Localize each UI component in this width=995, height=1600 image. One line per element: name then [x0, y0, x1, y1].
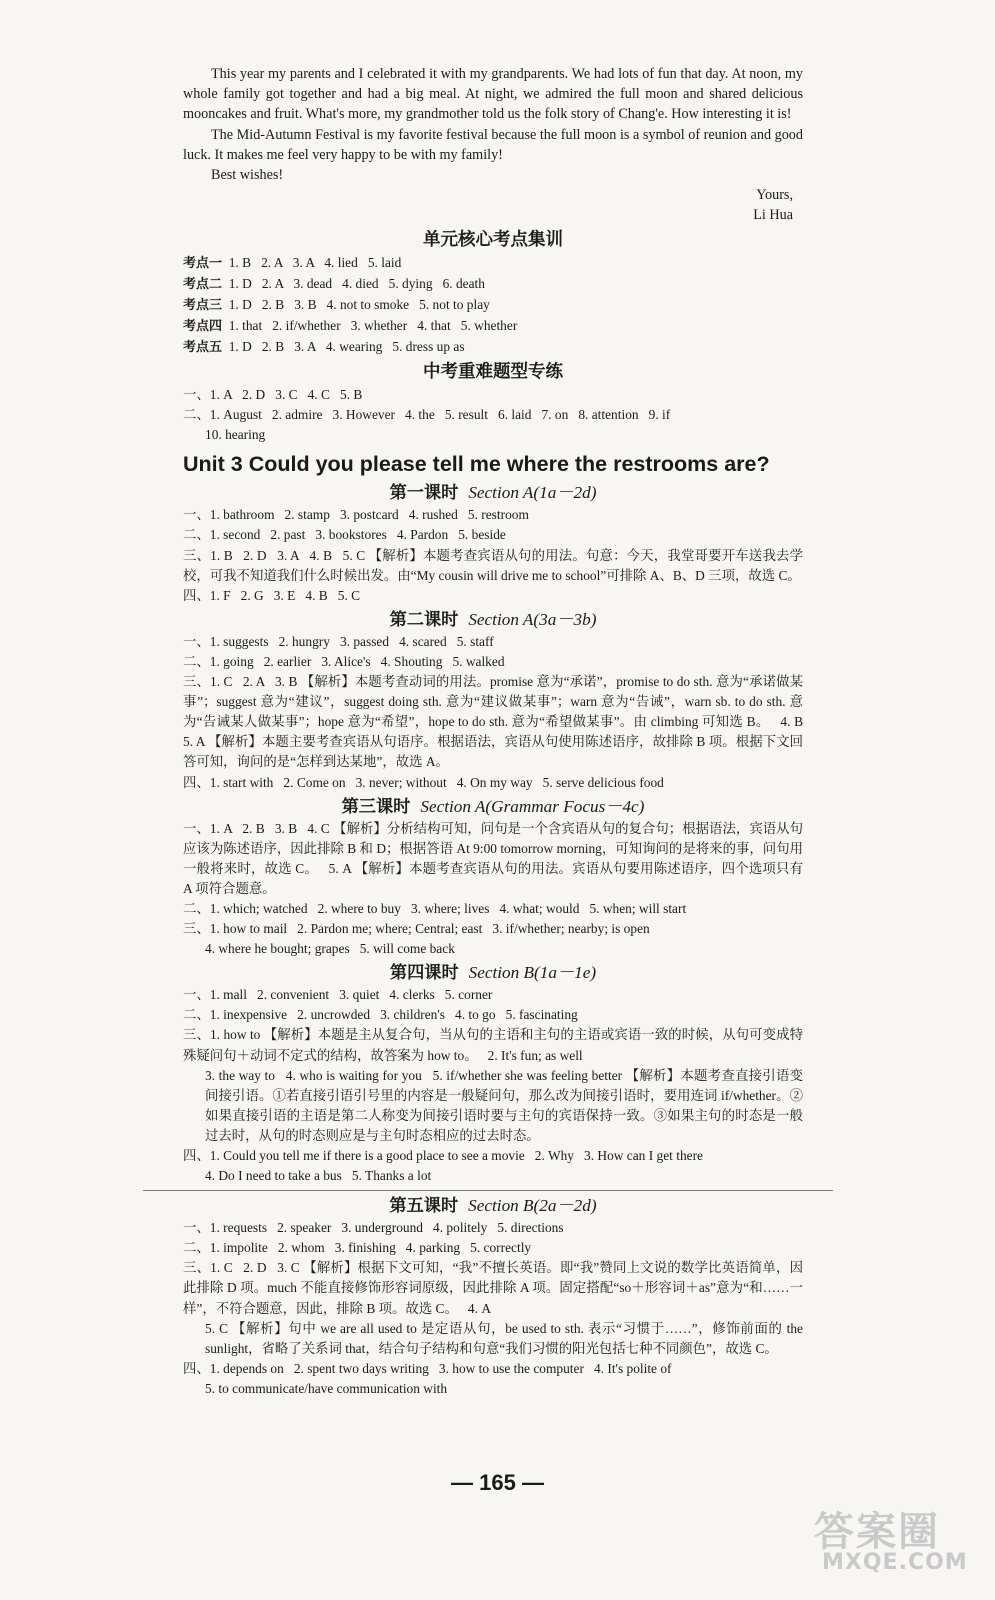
answer-line: 一、1. suggests 2. hungry 3. passed 4. scared 5. staff: [183, 633, 494, 649]
letter-paragraph: The Mid-Autumn Festival is my favorite festival because the full moon is a symbol of reunion and good luck. It makes me feel very happy to be with my family!: [183, 126, 803, 163]
answer-line-continued: 4. where he bought; grapes 5. will come back: [205, 941, 455, 957]
answer-line-continued: 10. hearing: [205, 427, 266, 443]
core-point-label: 考点五: [183, 340, 223, 355]
answer-line: 二、1. impolite 2. whom 3. finishing 4. parking 5. correctly: [183, 1240, 532, 1256]
lesson-section: Section A(Grammar Focus－4c): [420, 796, 645, 816]
lesson-heading: [183, 482, 803, 504]
letter-closing: Best wishes!: [211, 167, 284, 184]
answer-line-continued: 4. Do I need to take a bus 5. Thanks a lot: [205, 1168, 432, 1184]
answer-line: 二、1. inexpensive 2. uncrowded 3. children's 4. to go 5. fascinating: [183, 1007, 578, 1023]
answer-line-continued: 3. the way to 4. who is waiting for you 5. if/whether she was feeling better 【解析】本题考查直接引语变间接引语。①若直接引语引号里的内容是一般疑问句，那么改为间接引语时，要用连词 if/whether。②如果直接引语的主语是第二人称变为间接引语时要与主句的宾语保持一致。③如果主句的时态是一般过去时，从句的时态则应是与主句时态相应的过去时态。: [205, 1067, 803, 1143]
core-point-row: [183, 337, 803, 358]
lesson-heading: [183, 609, 803, 631]
section-heading-core: 单元核心考点集训: [423, 229, 563, 250]
answer-line: 二、1. which; watched 2. where to buy 3. where; lives 4. what; would 5. when; will start: [183, 900, 687, 916]
core-point-label: 考点四: [183, 318, 223, 334]
answer-line: 三、1. C 2. D 3. C 【解析】根据下文可知，“我”不擅长英语。即“我”赞同上文说的数学比英语简单，因此排除 D 项。much 不能直接修饰形容词原级，因此排除 A 项。固定搭配“so＋形容词＋as”意为“和……一样”，不符合题意，因此，排除 B 项。故选 C。 4. A: [183, 1260, 803, 1316]
lesson-heading: [183, 1195, 803, 1217]
lesson-label: 第五课时: [389, 1196, 459, 1217]
answer-line: 二、1. second 2. past 3. bookstores 4. Pardon 5. beside: [183, 527, 506, 543]
answer-line: 四、1. Could you tell me if there is a good place to see a movie 2. Why 3. How can I get there: [183, 1148, 703, 1163]
page-body: [183, 64, 814, 1399]
answer-line: 二、1. August 2. admire 3. However 4. the 5. result 6. laid 7. on 8. attention 9. if: [183, 407, 671, 423]
lesson-label: 第三课时: [341, 796, 411, 817]
lesson-label: 第一课时: [389, 483, 459, 504]
core-point-row: [183, 253, 803, 274]
core-point-answers: 1. D 2. B 3. A 4. wearing 5. dress up as: [228, 339, 465, 354]
section-heading-exam: 中考重难题型专练: [423, 362, 563, 383]
letter-signature: Li Hua: [753, 207, 793, 224]
letter-paragraph: This year my parents and I celebrated it with my grandparents. We had lots of fun that day. At noon, my whole family got together and had a big meal. At night, we admired the full moon and shared delicious mooncakes and fruit. What's more, my grandmother told us the folk story of Chang'e. How interesting it is!: [183, 66, 803, 123]
lesson-section: Section B(2a－2d): [468, 1196, 597, 1216]
lesson-section: Section B(1a－1e): [468, 963, 597, 983]
answer-line: 一、1. A 2. D 3. C 4. C 5. B: [183, 387, 363, 403]
watermark-text: 答案圈: [814, 1509, 940, 1555]
answer-line: 四、1. depends on 2. spent two days writing 3. how to use the computer 4. It's polite of: [183, 1360, 672, 1376]
answer-line: 四、1. start with 2. Come on 3. never; without 4. On my way 5. serve delicious food: [183, 774, 664, 790]
page-number: — 165 —: [451, 1470, 544, 1495]
core-point-label: 考点三: [183, 297, 223, 313]
core-points-list: [183, 253, 803, 358]
core-point-row: [183, 295, 803, 316]
answer-line: 一、1. mall 2. convenient 3. quiet 4. clerks 5. corner: [183, 987, 493, 1003]
lesson-section: Section A(1a－2d): [468, 483, 597, 503]
lesson-section: Section A(3a－3b): [468, 609, 597, 629]
answer-line: 四、1. F 2. G 3. E 4. B 5. C: [183, 587, 361, 603]
answer-line: 三、1. C 2. A 3. B 【解析】本题考查动词的用法。promise 意为“承诺”，promise to do sth. 意为“承诺做某事”；suggest 意为“建议”，suggest doing sth. 意为“建议做某事”；warn 意为“告诫”，warn sb. to do sth. 意为“告诫某人做某事”；hope 意为“希望”，hope to do sth. 意为“希望做某事”。由 climbing 可知选 B。 4. B 5. A 【解析】本题主要考查宾语从句语序。根据语法，宾语从句使用陈述语序，故排除 B 项。根据下文回答可知，询问的是“怎样到达某地”，故选 A。: [183, 674, 814, 770]
answer-line: 三、1. how to mail 2. Pardon me; where; Central; east 3. if/whether; nearby; is open: [183, 921, 650, 937]
core-point-label: 考点二: [183, 276, 223, 292]
answer-line-continued: 5. to communicate/have communication with: [205, 1380, 448, 1396]
core-point-row: [183, 316, 803, 337]
answer-line-continued: 5. C 【解析】句中 we are all used to 是定语从句，be used to sth. 表示“习惯于……”，修饰前面的 the sunlight，省略了关系词 that，结合句子结构和句意“我们习惯的阳光包括七种不同颜色”，故选 C。: [205, 1320, 807, 1356]
lesson-heading: [183, 962, 803, 984]
lesson-label: 第四课时: [389, 963, 459, 984]
core-point-row: [183, 274, 803, 295]
core-point-answers: 1. D 2. A 3. dead 4. died 5. dying 6. death: [228, 275, 485, 291]
answer-line: 二、1. going 2. earlier 3. Alice's 4. Shouting 5. walked: [183, 653, 505, 669]
letter-text: [183, 64, 803, 226]
answer-line: 一、1. requests 2. speaker 3. underground 4. politely 5. directions: [183, 1220, 564, 1236]
answer-line: 三、1. how to 【解析】本题是主从复合句，当从句的主语和主句的主语或宾语一致的时候，从句可变成特殊疑问句＋动词不定式的结构，故答案为 how to。 2. It's fun; as well: [183, 1027, 803, 1063]
lesson-label: 第二课时: [389, 609, 459, 630]
letter-signoff: Yours,: [756, 187, 793, 204]
core-point-answers: 1. that 2. if/whether 3. whether 4. that 5. whether: [228, 317, 518, 333]
answer-line: 一、1. bathroom 2. stamp 3. postcard 4. rushed 5. restroom: [183, 507, 529, 523]
lesson-heading: [183, 796, 803, 818]
core-point-answers: 1. B 2. A 3. A 4. lied 5. laid: [228, 254, 402, 270]
core-point-label: 考点一: [183, 255, 223, 271]
watermark-logo: [808, 1500, 978, 1585]
answer-line: 三、1. B 2. D 3. A 4. B 5. C 【解析】本题考查宾语从句的用法。句意：今天，我堂哥要开车送我去学校，可我不知道我们什么时候出发。由“My cousin will drive me to school”可排除 A、B、D 三项，故选 C。: [183, 547, 803, 583]
core-point-answers: 1. D 2. B 3. B 4. not to smoke 5. not to play: [228, 296, 490, 312]
unit-title: Unit 3 Could you please tell me where the restrooms are?: [183, 452, 770, 477]
answer-line: 一、1. A 2. B 3. B 4. C 【解析】分析结构可知，问句是一个含宾语从句的复合句；根据语法，宾语从句应该为陈述语序，因此排除 B 和 D；根据答语 At 9:00 tomorrow morning，可知询问的是将来的事，问句用一般将来时，故选 C。 5. A 【解析】本题考查宾语从句的用法。宾语从句要用陈述语序，四个选项只有 A 项符合题意。: [183, 820, 807, 896]
divider-rule: [143, 1190, 833, 1191]
watermark-domain: MXQE.COM: [822, 1550, 968, 1575]
